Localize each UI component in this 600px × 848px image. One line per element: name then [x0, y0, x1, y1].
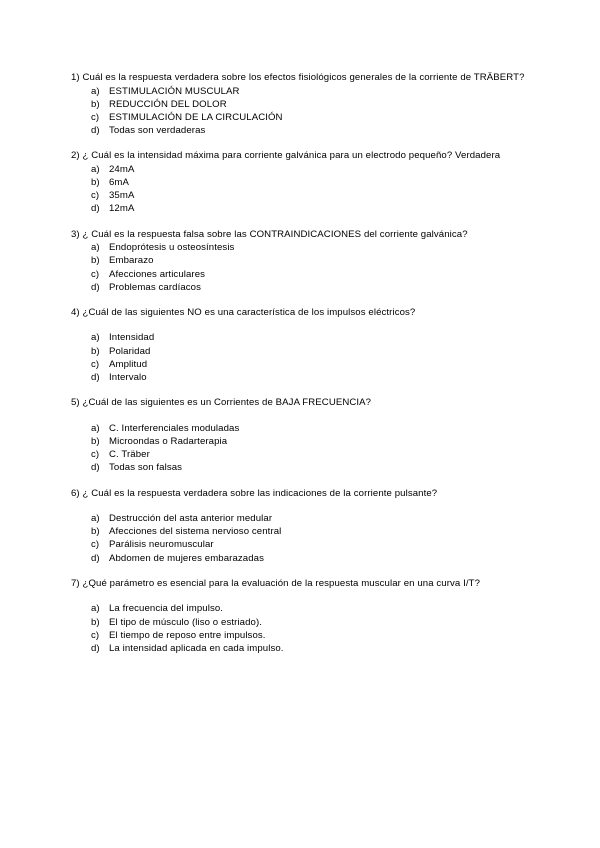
option-text: 35mA — [109, 190, 135, 202]
option-letter: a) — [91, 163, 100, 175]
question-6 — [71, 487, 531, 565]
question-3-option-c — [71, 268, 531, 281]
question-7-text: 7) ¿Qué parámetro es esencial para la evaluación de la respuesta muscular en una curva I/T? — [71, 577, 481, 589]
option-letter: a) — [91, 242, 100, 254]
question-1-option-c — [71, 111, 531, 124]
question-2-option-a — [71, 163, 531, 176]
option-letter: c) — [91, 268, 100, 280]
option-letter: d) — [91, 203, 100, 215]
option-letter: d) — [91, 462, 100, 474]
option-text: El tiempo de reposo entre impulsos. — [109, 629, 266, 641]
option-letter: b) — [91, 526, 100, 538]
option-text: Afecciones articulares — [109, 268, 206, 280]
question-5 — [71, 396, 531, 474]
question-3-option-a — [71, 241, 531, 254]
question-2-option-d — [71, 202, 531, 215]
option-letter: c) — [91, 111, 100, 123]
question-7-options — [71, 602, 531, 655]
option-letter: d) — [91, 372, 100, 384]
option-letter: b) — [91, 255, 100, 267]
question-2-text: 2) ¿ Cuál es la intensidad máxima para corriente galvánica para un electrodo pequeño? Verdadera — [71, 150, 501, 162]
option-letter: d) — [91, 125, 100, 137]
option-letter: b) — [91, 177, 100, 189]
question-5-options — [71, 422, 531, 475]
option-text: Intensidad — [109, 332, 155, 344]
question-2-options — [71, 163, 531, 216]
option-text: C. Träber — [109, 449, 150, 461]
question-3-option-b — [71, 254, 531, 267]
option-text: Microondas o Radarterapia — [109, 435, 228, 447]
question-6-option-b — [71, 525, 531, 538]
question-3-text: 3) ¿ Cuál es la respuesta falsa sobre las CONTRAINDICACIONES del corriente galvánica? — [71, 228, 468, 240]
option-text: REDUCCIÓN DEL DOLOR — [109, 98, 227, 110]
option-text: Parálisis neuromuscular — [109, 539, 214, 551]
option-letter: d) — [91, 552, 100, 564]
spacer — [71, 319, 531, 331]
question-7-option-a — [71, 602, 531, 615]
question-2-option-c — [71, 189, 531, 202]
option-text: Problemas cardíacos — [109, 281, 202, 293]
question-6-text: 6) ¿ Cuál es la respuesta verdadera sobre las indicaciones de la corriente pulsante? — [71, 487, 438, 499]
question-1-options — [71, 85, 531, 138]
option-letter: d) — [91, 281, 100, 293]
question-1 — [71, 71, 531, 137]
option-letter: a) — [91, 513, 100, 525]
option-text: La frecuencia del impulso. — [109, 603, 224, 615]
question-3 — [71, 228, 531, 294]
option-text: 12mA — [109, 203, 135, 215]
question-6-option-d — [71, 552, 531, 565]
option-letter: b) — [91, 616, 100, 628]
option-text: Todas son falsas — [109, 462, 183, 474]
option-text: La intensidad aplicada en cada impulso. — [109, 642, 284, 654]
question-4-option-d — [71, 371, 531, 384]
question-4-text: 4) ¿Cuál de las siguientes NO es una característica de los impulsos eléctricos? — [71, 306, 416, 318]
option-text: Endoprótesis u osteosíntesis — [109, 242, 235, 254]
question-1-option-a — [71, 85, 531, 98]
question-5-option-c — [71, 448, 531, 461]
option-text: 6mA — [109, 177, 130, 189]
option-letter: c) — [91, 629, 100, 641]
question-6-option-a — [71, 512, 531, 525]
question-7-option-d — [71, 642, 531, 655]
question-4-option-c — [71, 358, 531, 371]
question-4-option-a — [71, 331, 531, 344]
question-3-option-d — [71, 281, 531, 294]
option-text: Todas son verdaderas — [109, 125, 206, 137]
option-letter: b) — [91, 98, 100, 110]
option-text: 24mA — [109, 163, 135, 175]
option-letter: c) — [91, 190, 100, 202]
option-text: Abdomen de mujeres embarazadas — [109, 552, 264, 564]
option-letter: a) — [91, 603, 100, 615]
option-letter: c) — [91, 358, 100, 370]
question-6-option-c — [71, 538, 531, 551]
exam-page — [71, 71, 531, 655]
option-text: Destrucción del asta anterior medular — [109, 513, 273, 525]
option-letter: c) — [91, 539, 100, 551]
option-text: C. Interferenciales moduladas — [109, 422, 240, 434]
option-text: Polaridad — [109, 345, 151, 357]
question-7 — [71, 577, 531, 655]
question-5-text: 5) ¿Cuál de las siguientes es un Corrientes de BAJA FRECUENCIA? — [71, 397, 372, 409]
question-1-option-d — [71, 124, 531, 137]
spacer — [71, 590, 531, 602]
question-5-option-b — [71, 435, 531, 448]
option-letter: d) — [91, 642, 100, 654]
question-1-option-b — [71, 98, 531, 111]
option-text: Embarazo — [109, 255, 154, 267]
question-6-options — [71, 512, 531, 565]
option-letter: a) — [91, 332, 100, 344]
question-5-option-a — [71, 422, 531, 435]
option-letter: c) — [91, 449, 100, 461]
option-letter: a) — [91, 422, 100, 434]
option-letter: b) — [91, 435, 100, 447]
option-text: El tipo de músculo (liso o estriado). — [109, 616, 263, 628]
question-4 — [71, 306, 531, 384]
question-2 — [71, 149, 531, 215]
question-4-option-b — [71, 345, 531, 358]
question-3-options — [71, 241, 531, 294]
option-text: ESTIMULACIÓN DE LA CIRCULACIÓN — [109, 111, 283, 123]
question-2-option-b — [71, 176, 531, 189]
question-7-option-c — [71, 629, 531, 642]
option-letter: b) — [91, 345, 100, 357]
question-7-option-b — [71, 616, 531, 629]
spacer — [71, 410, 531, 422]
question-1-text: 1) Cuál es la respuesta verdadera sobre los efectos fisiológicos generales de la corriente de TRÄBERT? — [71, 72, 525, 83]
question-5-option-d — [71, 461, 531, 474]
option-text: Amplitud — [109, 358, 148, 370]
spacer — [71, 500, 531, 512]
question-4-options — [71, 331, 531, 384]
option-text: Intervalo — [109, 372, 147, 384]
option-letter: a) — [91, 85, 100, 97]
option-text: ESTIMULACIÓN MUSCULAR — [109, 85, 240, 97]
option-text: Afecciones del sistema nervioso central — [109, 526, 282, 538]
